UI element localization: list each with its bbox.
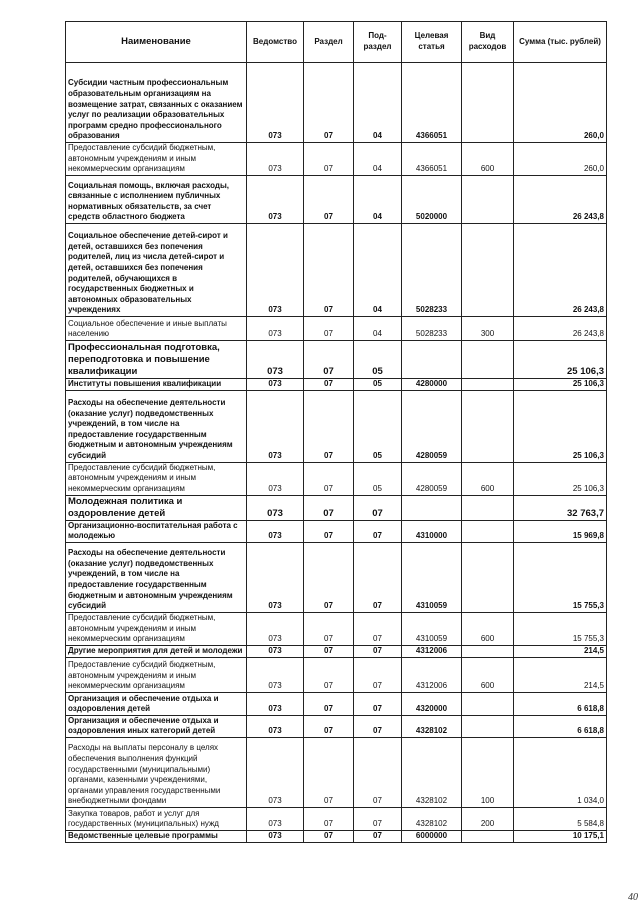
row-section: 07 bbox=[304, 715, 354, 737]
table-row bbox=[66, 657, 607, 692]
row-exptype: 600 bbox=[462, 462, 514, 495]
col-header-dept: Ведомство bbox=[247, 22, 304, 63]
table-row bbox=[66, 737, 607, 807]
row-section: 07 bbox=[304, 379, 354, 391]
row-dept: 073 bbox=[247, 807, 304, 830]
row-sum: 260,0 bbox=[514, 143, 607, 176]
row-target: 4310000 bbox=[402, 520, 462, 542]
row-target: 5028233 bbox=[402, 224, 462, 317]
table-row bbox=[66, 520, 607, 542]
row-dept: 073 bbox=[247, 341, 304, 379]
row-target: 4280000 bbox=[402, 379, 462, 391]
row-subsection: 04 bbox=[354, 176, 402, 224]
row-dept: 073 bbox=[247, 390, 304, 462]
row-target bbox=[402, 495, 462, 520]
budget-table bbox=[65, 21, 607, 843]
table-row bbox=[66, 692, 607, 715]
row-name: Социальная помощь, включая расходы, связанные с исполнением публичных нормативных обязательств, за счет средств областного бюджета bbox=[66, 176, 247, 224]
row-name: Профессиональная подготовка, переподготовка и повышение квалификации bbox=[66, 341, 247, 379]
row-exptype bbox=[462, 542, 514, 612]
row-dept: 073 bbox=[247, 224, 304, 317]
table-row bbox=[66, 715, 607, 737]
row-target: 4280059 bbox=[402, 390, 462, 462]
row-subsection: 07 bbox=[354, 495, 402, 520]
col-header-section: Раздел bbox=[304, 22, 354, 63]
table-row bbox=[66, 317, 607, 341]
row-sum: 15 969,8 bbox=[514, 520, 607, 542]
row-subsection: 07 bbox=[354, 645, 402, 657]
row-name: Другие мероприятия для детей и молодежи bbox=[66, 645, 247, 657]
row-dept: 073 bbox=[247, 715, 304, 737]
row-name: Закупка товаров, работ и услуг для государственных (муниципальных) нужд bbox=[66, 807, 247, 830]
row-name: Социальное обеспечение и иные выплаты населению bbox=[66, 317, 247, 341]
row-exptype: 600 bbox=[462, 657, 514, 692]
table-row bbox=[66, 63, 607, 143]
row-section: 07 bbox=[304, 645, 354, 657]
row-section: 07 bbox=[304, 830, 354, 842]
table-row bbox=[66, 830, 607, 842]
row-section: 07 bbox=[304, 341, 354, 379]
row-subsection: 07 bbox=[354, 542, 402, 612]
row-name: Организация и обеспечение отдыха и оздоровления иных категорий детей bbox=[66, 715, 247, 737]
table-row bbox=[66, 341, 607, 379]
row-name: Организация и обеспечение отдыха и оздоровления детей bbox=[66, 692, 247, 715]
row-dept: 073 bbox=[247, 737, 304, 807]
row-exptype: 300 bbox=[462, 317, 514, 341]
row-dept: 073 bbox=[247, 542, 304, 612]
row-sum: 26 243,8 bbox=[514, 224, 607, 317]
row-sum: 25 106,3 bbox=[514, 462, 607, 495]
row-exptype: 100 bbox=[462, 737, 514, 807]
col-header-target: Целевая статья bbox=[402, 22, 462, 63]
row-subsection: 07 bbox=[354, 715, 402, 737]
row-sum: 260,0 bbox=[514, 63, 607, 143]
row-exptype bbox=[462, 63, 514, 143]
row-target: 4310059 bbox=[402, 612, 462, 645]
table-row bbox=[66, 462, 607, 495]
row-target bbox=[402, 341, 462, 379]
row-section: 07 bbox=[304, 176, 354, 224]
row-section: 07 bbox=[304, 737, 354, 807]
row-subsection: 05 bbox=[354, 390, 402, 462]
row-section: 07 bbox=[304, 657, 354, 692]
row-target: 4310059 bbox=[402, 542, 462, 612]
row-subsection: 07 bbox=[354, 520, 402, 542]
row-section: 07 bbox=[304, 317, 354, 341]
row-section: 07 bbox=[304, 143, 354, 176]
row-sum: 10 175,1 bbox=[514, 830, 607, 842]
row-exptype: 600 bbox=[462, 143, 514, 176]
row-sum: 6 618,8 bbox=[514, 715, 607, 737]
row-target: 4366051 bbox=[402, 63, 462, 143]
row-dept: 073 bbox=[247, 63, 304, 143]
row-exptype bbox=[462, 520, 514, 542]
table-header-row bbox=[66, 22, 607, 63]
row-dept: 073 bbox=[247, 495, 304, 520]
table-body bbox=[66, 63, 607, 843]
row-target: 4312006 bbox=[402, 657, 462, 692]
row-section: 07 bbox=[304, 224, 354, 317]
row-name: Предоставление субсидий бюджетным, автономным учреждениям и иным некоммерческим организациям bbox=[66, 612, 247, 645]
row-dept: 073 bbox=[247, 379, 304, 391]
col-header-exptype: Вид расходов bbox=[462, 22, 514, 63]
row-section: 07 bbox=[304, 542, 354, 612]
row-subsection: 07 bbox=[354, 807, 402, 830]
row-exptype bbox=[462, 645, 514, 657]
row-section: 07 bbox=[304, 462, 354, 495]
row-target: 4366051 bbox=[402, 143, 462, 176]
row-section: 07 bbox=[304, 63, 354, 143]
row-dept: 073 bbox=[247, 645, 304, 657]
row-target: 5028233 bbox=[402, 317, 462, 341]
table-row bbox=[66, 495, 607, 520]
row-name: Предоставление субсидий бюджетным, автономным учреждениям и иным некоммерческим организациям bbox=[66, 657, 247, 692]
row-sum: 25 106,3 bbox=[514, 341, 607, 379]
table-row bbox=[66, 612, 607, 645]
row-dept: 073 bbox=[247, 657, 304, 692]
row-name: Ведомственные целевые программы bbox=[66, 830, 247, 842]
row-subsection: 05 bbox=[354, 379, 402, 391]
row-sum: 1 034,0 bbox=[514, 737, 607, 807]
row-name: Расходы на обеспечение деятельности (оказание услуг) подведомственных учреждений, в том числе на предоставление государственным бюджетным и автономным учреждениям субсидий bbox=[66, 390, 247, 462]
row-sum: 25 106,3 bbox=[514, 379, 607, 391]
table-row bbox=[66, 390, 607, 462]
row-sum: 26 243,8 bbox=[514, 176, 607, 224]
row-sum: 25 106,3 bbox=[514, 390, 607, 462]
row-exptype bbox=[462, 224, 514, 317]
row-subsection: 07 bbox=[354, 612, 402, 645]
row-sum: 32 763,7 bbox=[514, 495, 607, 520]
row-sum: 26 243,8 bbox=[514, 317, 607, 341]
table-row bbox=[66, 224, 607, 317]
row-subsection: 07 bbox=[354, 737, 402, 807]
row-subsection: 05 bbox=[354, 462, 402, 495]
table-row bbox=[66, 379, 607, 391]
row-name: Социальное обеспечение детей-сирот и детей, оставшихся без попечения родителей, лиц из числа детей-сирот и детей, оставшихся без попечения родителей, обучающихся в государственных бюджетных и автономных образовательных учреждениях bbox=[66, 224, 247, 317]
row-dept: 073 bbox=[247, 176, 304, 224]
row-subsection: 04 bbox=[354, 143, 402, 176]
row-dept: 073 bbox=[247, 692, 304, 715]
row-target: 4328102 bbox=[402, 807, 462, 830]
table-row bbox=[66, 807, 607, 830]
row-sum: 214,5 bbox=[514, 645, 607, 657]
col-header-subsection: Под-раздел bbox=[354, 22, 402, 63]
row-subsection: 07 bbox=[354, 692, 402, 715]
row-section: 07 bbox=[304, 390, 354, 462]
row-dept: 073 bbox=[247, 317, 304, 341]
row-sum: 6 618,8 bbox=[514, 692, 607, 715]
row-dept: 073 bbox=[247, 520, 304, 542]
col-header-name: Наименование bbox=[66, 22, 247, 63]
row-subsection: 07 bbox=[354, 830, 402, 842]
row-target: 4328102 bbox=[402, 715, 462, 737]
row-sum: 15 755,3 bbox=[514, 612, 607, 645]
row-target: 6000000 bbox=[402, 830, 462, 842]
row-exptype bbox=[462, 176, 514, 224]
row-dept: 073 bbox=[247, 830, 304, 842]
row-subsection: 04 bbox=[354, 317, 402, 341]
row-exptype bbox=[462, 692, 514, 715]
row-subsection: 05 bbox=[354, 341, 402, 379]
row-exptype bbox=[462, 379, 514, 391]
row-dept: 073 bbox=[247, 612, 304, 645]
row-exptype bbox=[462, 830, 514, 842]
table-row bbox=[66, 176, 607, 224]
row-name: Расходы на обеспечение деятельности (оказание услуг) подведомственных учреждений, в том числе на предоставление государственным бюджетным и автономным учреждениям субсидий bbox=[66, 542, 247, 612]
col-header-sum: Сумма (тыс. рублей) bbox=[514, 22, 607, 63]
row-name: Институты повышения квалификации bbox=[66, 379, 247, 391]
row-name: Предоставление субсидий бюджетным, автономным учреждениям и иным некоммерческим организациям bbox=[66, 143, 247, 176]
row-section: 07 bbox=[304, 692, 354, 715]
row-subsection: 04 bbox=[354, 224, 402, 317]
row-section: 07 bbox=[304, 520, 354, 542]
row-sum: 15 755,3 bbox=[514, 542, 607, 612]
table-row bbox=[66, 143, 607, 176]
row-exptype: 600 bbox=[462, 612, 514, 645]
row-exptype bbox=[462, 495, 514, 520]
row-section: 07 bbox=[304, 807, 354, 830]
row-dept: 073 bbox=[247, 143, 304, 176]
table-row bbox=[66, 542, 607, 612]
row-subsection: 04 bbox=[354, 63, 402, 143]
row-target: 4328102 bbox=[402, 737, 462, 807]
row-exptype: 200 bbox=[462, 807, 514, 830]
row-target: 5020000 bbox=[402, 176, 462, 224]
row-exptype bbox=[462, 715, 514, 737]
row-dept: 073 bbox=[247, 462, 304, 495]
row-target: 4312006 bbox=[402, 645, 462, 657]
row-sum: 214,5 bbox=[514, 657, 607, 692]
row-subsection: 07 bbox=[354, 657, 402, 692]
row-exptype bbox=[462, 390, 514, 462]
table-row bbox=[66, 645, 607, 657]
row-target: 4280059 bbox=[402, 462, 462, 495]
page-mark: 40 bbox=[628, 892, 638, 903]
row-sum: 5 584,8 bbox=[514, 807, 607, 830]
row-name: Предоставление субсидий бюджетным, автономным учреждениям и иным некоммерческим организациям bbox=[66, 462, 247, 495]
row-section: 07 bbox=[304, 495, 354, 520]
row-name: Субсидии частным профессиональным образовательным организациям на возмещение затрат, связанных с оказанием услуг по реализации образовательных программ средно профессионального образования bbox=[66, 63, 247, 143]
row-name: Молодежная политика и оздоровление детей bbox=[66, 495, 247, 520]
row-name: Расходы на выплаты персоналу в целях обеспечения выполнения функций государственными (муниципальными) органами, казенными учреждениями, органами управления государственными внебюджетными фондами bbox=[66, 737, 247, 807]
row-target: 4320000 bbox=[402, 692, 462, 715]
row-exptype bbox=[462, 341, 514, 379]
row-name: Организационно-воспитательная работа с молодежью bbox=[66, 520, 247, 542]
row-section: 07 bbox=[304, 612, 354, 645]
